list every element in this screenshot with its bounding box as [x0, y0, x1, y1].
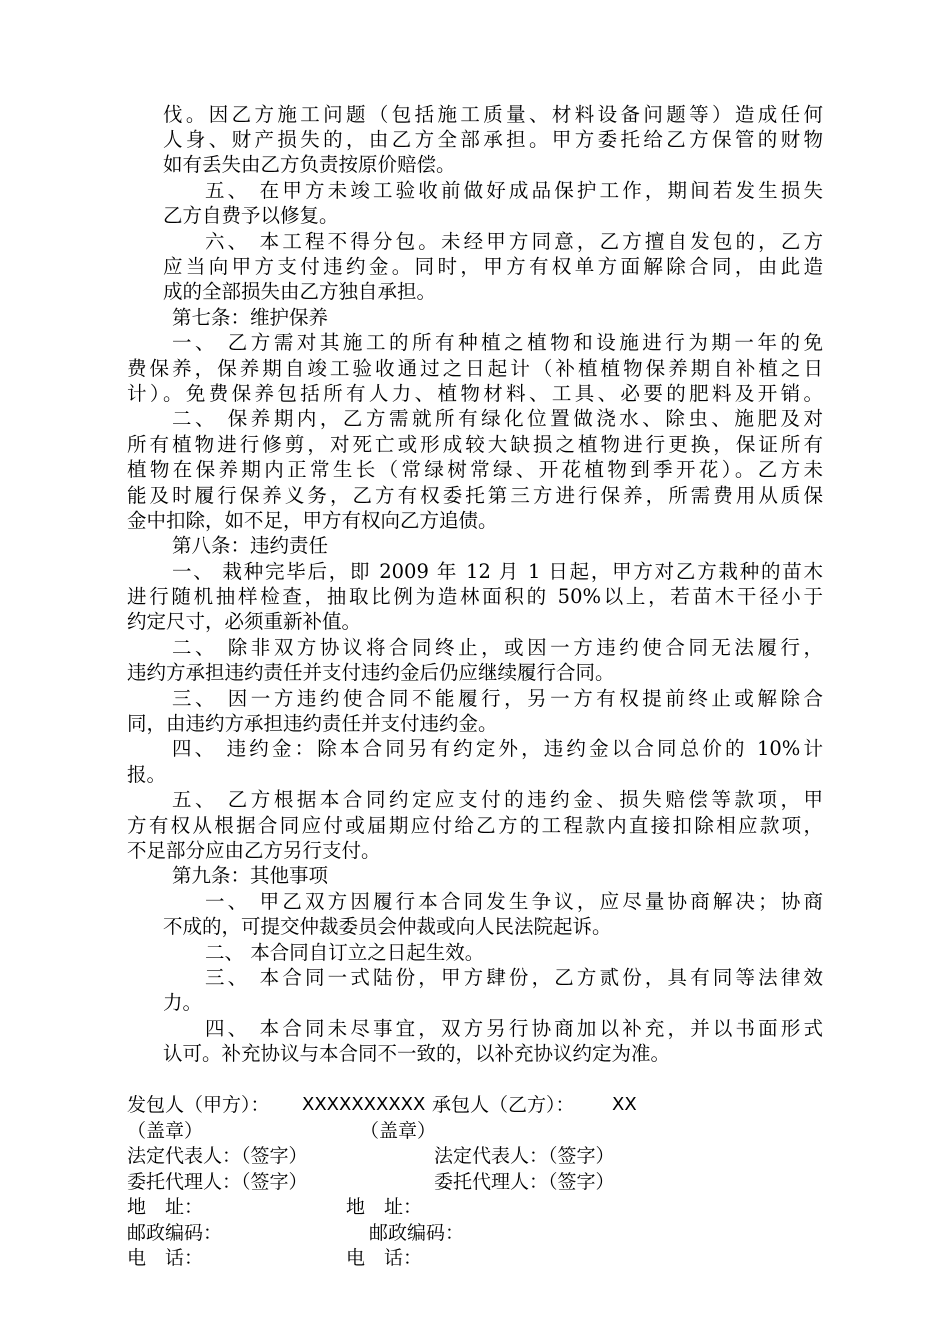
body-line: 能及时履行保养义务，乙方有权委托第三方进行保养，所需费用从质保: [127, 484, 823, 507]
section-heading: 第九条：其他事项: [172, 864, 329, 887]
party-b-legal-rep: 法定代表人：（签字）: [434, 1145, 615, 1167]
body-line: 三、 因一方违约使合同不能履行，另一方有权提前终止或解除合: [172, 687, 823, 710]
body-line: 报。: [127, 763, 167, 786]
party-a-postcode: 邮政编码：: [127, 1222, 223, 1244]
body-line: 一、 甲乙双方因履行本合同发生争议，应尽量协商解决；协商: [205, 890, 823, 913]
body-line: 金中扣除，如不足，甲方有权向乙方追债。: [127, 509, 498, 532]
body-line: 六、 本工程不得分包。未经甲方同意，乙方擅自发包的，乙方: [205, 230, 823, 253]
section-heading: 第八条：违约责任: [172, 534, 329, 557]
body-line: 伐。因乙方施工问题（包括施工质量、材料设备问题等）造成任何: [163, 103, 823, 126]
body-line: 三、 本合同一式陆份，甲方肆份，乙方贰份，具有同等法律效: [205, 966, 823, 989]
body-line: 不成的，可提交仲裁委员会仲裁或向人民法院起诉。: [163, 915, 612, 938]
body-line: 二、 本合同自订立之日起生效。: [205, 941, 485, 964]
body-line: 不足部分应由乙方另行支付。: [127, 839, 381, 862]
party-a-label: 发包人（甲方）：: [127, 1094, 270, 1116]
body-line: 计）。免费保养包括所有人力、植物材料、工具、必要的肥料及开销。: [127, 382, 823, 405]
party-a-name: XXXXXXXXXX: [302, 1094, 426, 1115]
body-line: 如有丢失由乙方负责按原价赔偿。: [163, 153, 456, 176]
body-line: 人身、财产损失的，由乙方全部承担。甲方委托给乙方保管的财物: [163, 128, 823, 151]
body-line: 违约方承担违约责任并支付违约金后仍应继续履行合同。: [127, 661, 615, 684]
party-b-phone: 电 话：: [346, 1247, 423, 1269]
body-line: 五、 乙方根据本合同约定应支付的违约金、损失赔偿等款项，甲: [172, 788, 823, 811]
body-line: 认可。补充协议与本合同不一致的，以补充协议约定为准。: [163, 1042, 671, 1065]
body-line: 乙方自费予以修复。: [163, 204, 339, 227]
body-line: 所有植物进行修剪，对死亡或形成较大缺损之植物进行更换，保证所有: [127, 433, 823, 456]
party-a-legal-rep: 法定代表人：（签字）: [127, 1145, 308, 1167]
body-line: 方有权从根据合同应付或届期应付给乙方的工程款内直接扣除相应款项，: [127, 814, 823, 837]
body-line: 二、 保养期内，乙方需就所有绿化位置做浇水、除虫、施肥及对: [172, 407, 823, 430]
body-line: 进行随机抽样检查，抽取比例为造林面积的 50%以上，若苗木干径小于: [127, 585, 823, 608]
body-line: 力。: [163, 991, 203, 1014]
body-line: 应当向甲方支付违约金。同时，甲方有权单方面解除合同，由此造: [163, 255, 823, 278]
section-heading: 第七条：维护保养: [172, 306, 329, 329]
party-b-agent: 委托代理人：（签字）: [434, 1171, 615, 1193]
body-line: 一、 乙方需对其施工的所有种植之植物和设施进行为期一年的免: [172, 331, 823, 354]
body-line: 同，由违约方承担违约责任并支付违约金。: [127, 712, 498, 735]
party-a-agent: 委托代理人：（签字）: [127, 1171, 308, 1193]
body-line: 成的全部损失由乙方独自承担。: [163, 280, 437, 303]
body-line: 约定尺寸，必须重新补值。: [127, 610, 362, 633]
body-line: 费保养，保养期自竣工验收通过之日起计（补植植物保养期自补植之日: [127, 357, 823, 380]
party-b-name: XX: [612, 1094, 637, 1115]
body-line: 四、 违约金：除本合同另有约定外，违约金以合同总价的 10%计: [172, 737, 823, 760]
body-line: 五、 在甲方未竣工验收前做好成品保护工作，期间若发生损失: [205, 179, 823, 202]
party-b-seal: （盖章）: [360, 1120, 437, 1142]
party-a-phone: 电 话：: [127, 1247, 204, 1269]
party-b-address: 地 址：: [346, 1196, 423, 1218]
body-line: 植物在保养期内正常生长（常绿树常绿、开花植物到季开花）。乙方未: [127, 458, 823, 481]
party-b-label: 承包人（乙方）：: [432, 1094, 575, 1116]
party-a-seal: （盖章）: [127, 1120, 204, 1142]
body-line: 四、 本合同未尽事宜，双方另行协商加以补充，并以书面形式: [205, 1017, 823, 1040]
body-line: 一、 栽种完毕后，即 2009 年 12 月 1 日起，甲方对乙方栽种的苗木: [172, 560, 823, 583]
party-a-address: 地 址：: [127, 1196, 204, 1218]
body-line: 二、 除非双方协议将合同终止，或因一方违约使合同无法履行，: [172, 636, 823, 659]
party-b-postcode: 邮政编码：: [369, 1222, 465, 1244]
